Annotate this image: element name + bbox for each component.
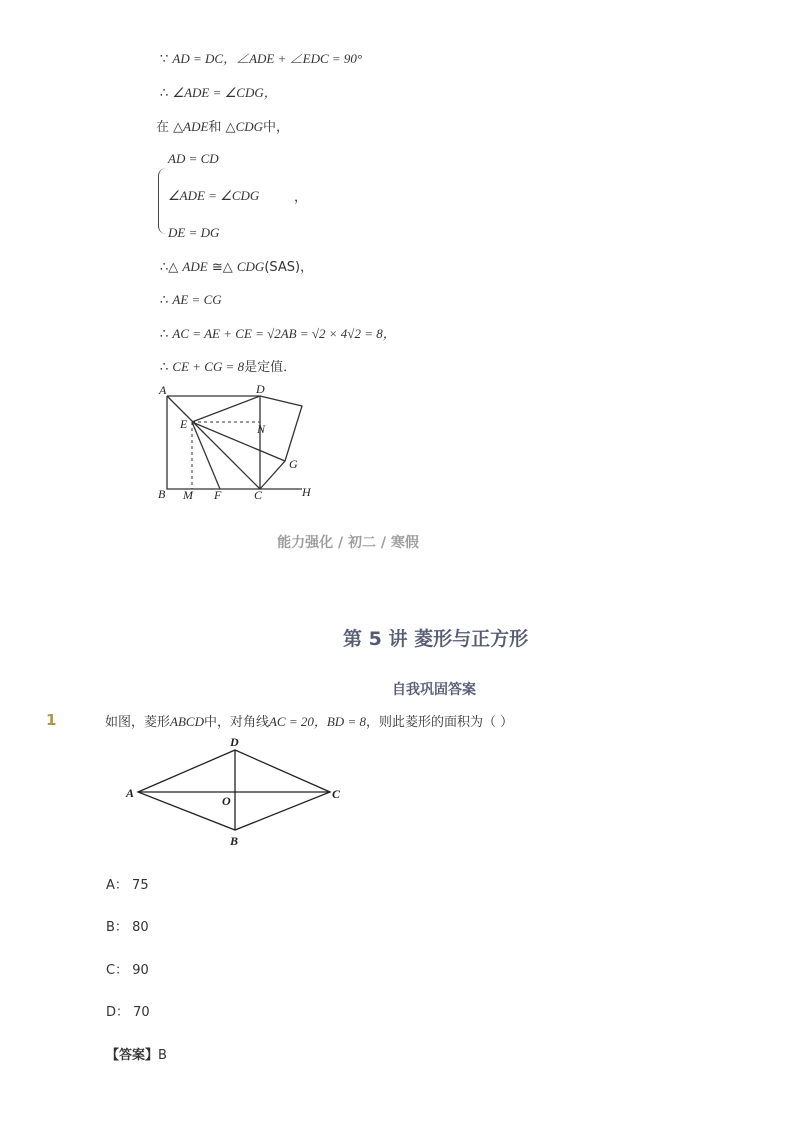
answer bbox=[106, 1044, 167, 1063]
question-part: 中，对角线 bbox=[203, 715, 269, 730]
option-label: D： bbox=[106, 1005, 130, 1020]
question-number: 1 bbox=[46, 711, 57, 729]
chapter-title: 第 5 讲 菱形与正方形 bbox=[343, 628, 529, 650]
section-title: 自我巩固答案 bbox=[392, 682, 476, 698]
therefore-symbol: ∴ bbox=[160, 360, 169, 375]
option-d[interactable] bbox=[106, 1001, 150, 1020]
proof-text: (SAS)， bbox=[264, 260, 314, 275]
question-math: AC = 20，BD = 8 bbox=[268, 714, 366, 729]
option-value: 75 bbox=[132, 878, 149, 893]
therefore-symbol: ∴ bbox=[160, 86, 169, 101]
page-footer: 能力强化 / 初二 / 寒假 bbox=[277, 535, 419, 551]
therefore-symbol: ∴△ bbox=[160, 260, 179, 275]
segment-d-e bbox=[192, 396, 260, 422]
question-text bbox=[105, 711, 513, 730]
label-d: D bbox=[256, 382, 265, 396]
rhombus-outline bbox=[138, 750, 330, 830]
label-b: B bbox=[158, 487, 166, 501]
label-c: C bbox=[254, 488, 263, 502]
option-value: 90 bbox=[132, 963, 149, 978]
label-b: B bbox=[230, 834, 239, 848]
system-line-1: AD = CD bbox=[168, 151, 219, 166]
proof-line-2 bbox=[160, 84, 277, 103]
system-line-2: ∠ADE = ∠CDG bbox=[168, 188, 260, 203]
proof-expr: AD = DC，∠ADE + ∠EDC = 90° bbox=[172, 51, 363, 66]
system-brace bbox=[158, 168, 167, 234]
label-a: A bbox=[159, 383, 167, 397]
proof-line-5 bbox=[160, 291, 222, 310]
question-part: 如图，菱形 bbox=[105, 715, 171, 730]
label-d: D bbox=[230, 735, 239, 749]
question-part: ，则此菱形的面积为（ ） bbox=[365, 715, 514, 730]
proof-text: ≅△ bbox=[211, 260, 233, 275]
therefore-symbol: ∴ bbox=[160, 293, 169, 308]
question-math: ABCD bbox=[170, 714, 204, 729]
label-e: E bbox=[180, 417, 188, 431]
square-figure bbox=[150, 378, 350, 508]
system-line-3: DE = DG bbox=[168, 225, 220, 240]
option-label: B： bbox=[106, 920, 128, 935]
label-c: C bbox=[332, 787, 341, 801]
proof-expr: AC = AE + CE = √2AB = √2 × 4√2 = 8， bbox=[172, 326, 396, 341]
proof-text: 在 △ bbox=[156, 120, 184, 135]
label-f: F bbox=[214, 488, 222, 502]
option-c[interactable] bbox=[106, 959, 149, 978]
proof-expr: CE + CG = 8 bbox=[172, 359, 245, 374]
label-m: M bbox=[183, 488, 193, 502]
proof-text: 中， bbox=[263, 120, 290, 135]
proof-expr: AE = CG bbox=[172, 292, 222, 307]
because-symbol: ∵ bbox=[160, 52, 169, 67]
proof-expr: ADE bbox=[182, 259, 208, 274]
therefore-symbol: ∴ bbox=[160, 327, 169, 342]
option-label: A： bbox=[106, 878, 128, 893]
proof-expr: CDG bbox=[236, 259, 265, 274]
system-tail: ， bbox=[294, 190, 308, 205]
rhombus-figure bbox=[120, 732, 360, 852]
label-g: G bbox=[289, 457, 298, 471]
proof-line-4 bbox=[160, 258, 313, 277]
label-h: H bbox=[302, 485, 311, 499]
option-label: C： bbox=[106, 963, 129, 978]
proof-line-6 bbox=[160, 325, 396, 344]
label-a: A bbox=[126, 786, 135, 800]
label-o: O bbox=[222, 794, 231, 808]
answer-label: 【答案】 bbox=[106, 1048, 159, 1063]
proof-line-7 bbox=[160, 358, 296, 377]
proof-line-1 bbox=[160, 50, 362, 69]
proof-expr: ADE bbox=[183, 119, 209, 134]
proof-expr: ∠ADE = ∠CDG， bbox=[172, 85, 277, 100]
proof-text: 和 △ bbox=[208, 120, 236, 135]
proof-text: 是定值． bbox=[244, 360, 297, 375]
triangle-dgc bbox=[260, 396, 302, 489]
option-value: 70 bbox=[133, 1005, 150, 1020]
proof-expr: CDG bbox=[235, 119, 264, 134]
option-value: 80 bbox=[132, 920, 149, 935]
proof-line-3 bbox=[156, 118, 289, 137]
option-a[interactable] bbox=[106, 874, 149, 893]
answer-value: B bbox=[158, 1048, 167, 1063]
label-n: N bbox=[257, 422, 266, 436]
option-b[interactable] bbox=[106, 916, 149, 935]
